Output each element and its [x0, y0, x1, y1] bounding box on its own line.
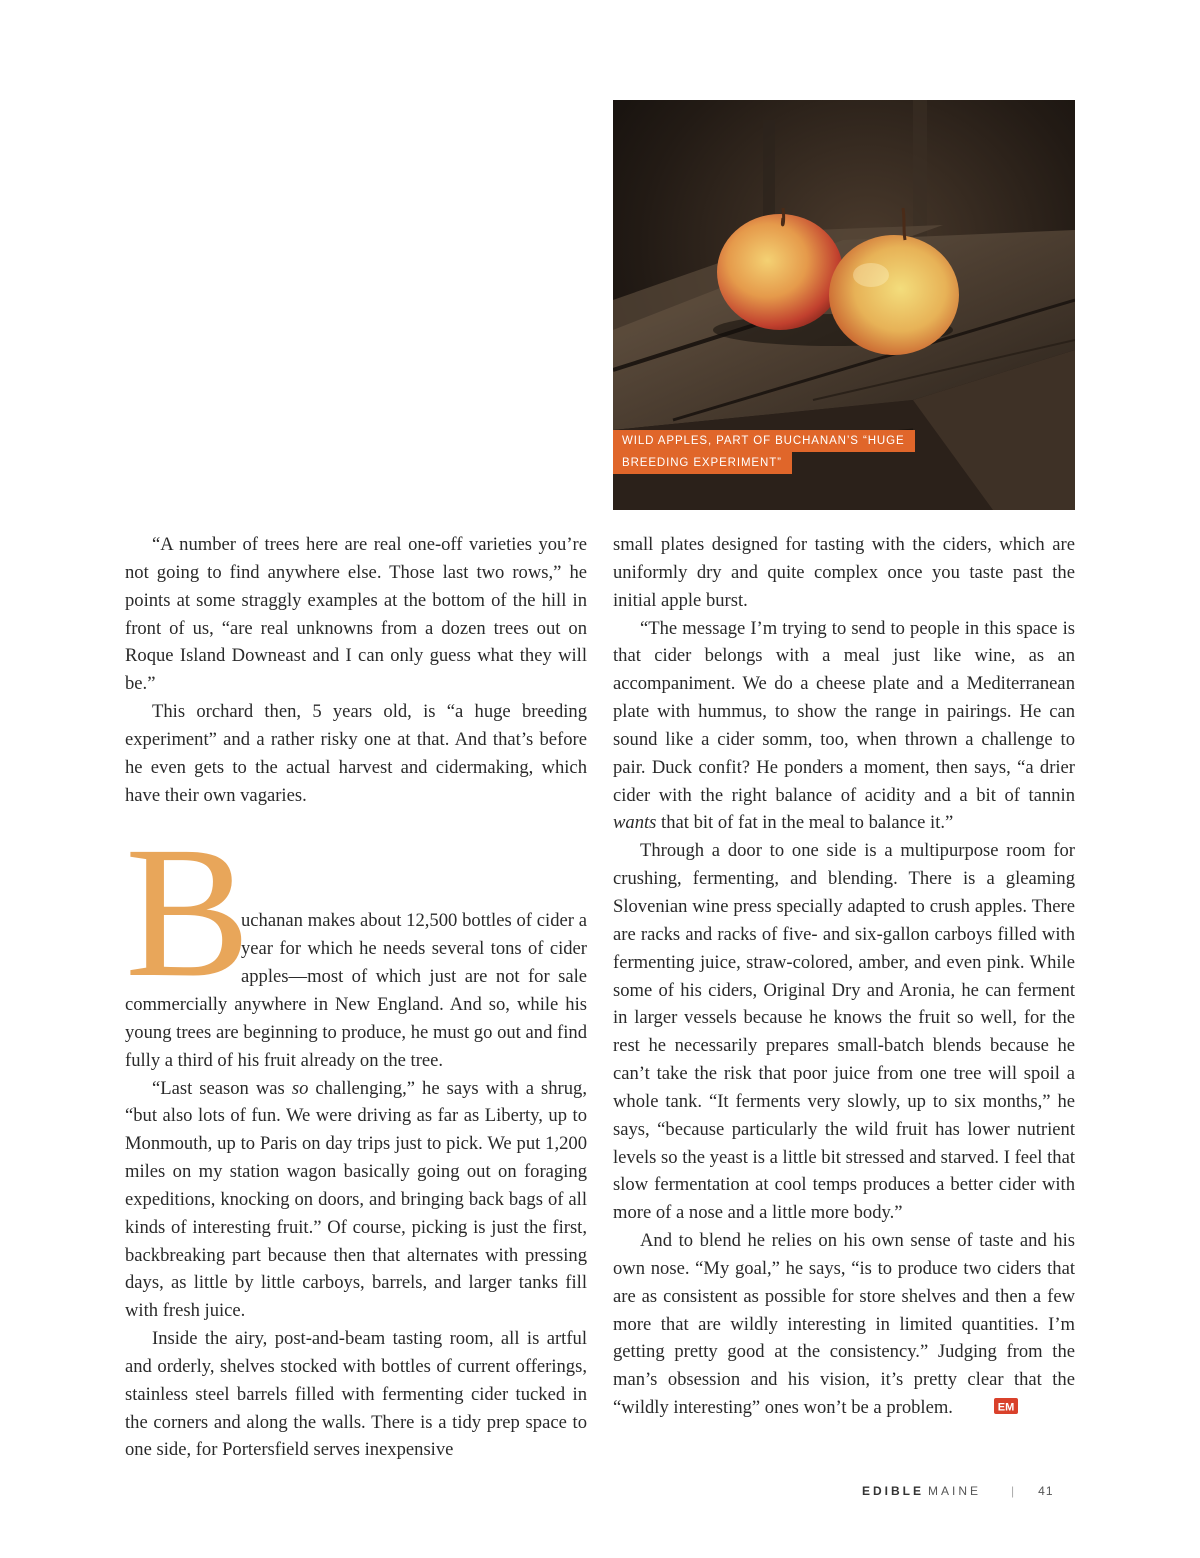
- text-run: challenging,” he says with a shrug, “but also lots of fun. We were driving as far as Liberty, up to Monmouth, up to Paris on day trips just to pick. We put 1,200 miles on my station wagon basically going out on foraging expeditions, knocking on doors, and bringing back bags of all kinds of interesting fruit.” Of course, picking is just the first, backbreaking part because then that alternates with pressing days, as little by little carboys, barrels, and larger tanks fill with fresh juice.: [125, 1077, 587, 1322]
- paragraph: Inside the airy, post-and-beam tasting room, all is artful and orderly, shelves stocked with bottles of current offerings, stainless steel barrels filled with fermenting cider tucked in the corners and along the walls. There is a tidy prep space to one side, for Portersfield serves inexpensive: [125, 1328, 587, 1461]
- apples-photo: [613, 100, 1075, 510]
- paragraph: [125, 1075, 587, 1326]
- paragraph: small plates designed for tasting with the ciders, which are uniformly dry and quite complex once you taste past the initial apple burst.: [613, 534, 1075, 611]
- paragraph: [613, 1227, 1075, 1423]
- emphasis: wants: [613, 812, 657, 834]
- text-run: that bit of fat in the meal to balance it.”: [656, 812, 954, 834]
- footer-separator: |: [1011, 1484, 1015, 1498]
- text-run: “Last season was: [152, 1077, 292, 1099]
- right-column: [613, 531, 1075, 1423]
- paragraph-text: uchanan makes about 12,500 bottles of cider a year for which he needs several tons of cider apples—most of which just are not for sale commercially anywhere in New England. And so, while his young trees are beginning to produce, he must go out and find fully a third of his fruit already on the tree.: [125, 910, 587, 1071]
- paragraph: This orchard then, 5 years old, is “a huge breeding experiment” and a rather risky one at that. And that’s before he even gets to the actual harvest and cidermaking, which have their own vagaries.: [125, 701, 587, 806]
- text-run: And to blend he relies on his own sense of taste and his own nose. “My goal,” he says, “is to produce two ciders that are as consistent as possible for store shelves and then a few more that are wildly interesting in limited quantities. I’m getting pretty good at the consistency.” Judging from the man’s obsession and his vision, it’s pretty clear that the “wildly interesting” ones won’t be a problem.: [613, 1230, 1075, 1419]
- paragraph: “A number of trees here are real one-off varieties you’re not going to find anywhere else. Those last two rows,” he points at some straggly examples at the bottom of the hill in front of us, “are real unknowns from a dozen trees out on Roque Island Downeast and I can only guess what they will be.”: [125, 534, 587, 695]
- page-number: 41: [1038, 1484, 1054, 1498]
- page-footer: [862, 1484, 1054, 1498]
- caption-line-2: BREEDING EXPERIMENT”: [613, 452, 792, 474]
- left-column: [125, 531, 587, 1464]
- dropcap-letter: B: [125, 807, 251, 1017]
- footer-brand: EDIBLE: [862, 1484, 925, 1498]
- dropcap-section: [125, 807, 587, 1074]
- end-mark-logo: [967, 1395, 1018, 1423]
- emphasis: so: [291, 1077, 309, 1099]
- paragraph-with-dropcap: [125, 807, 587, 1074]
- paragraph: [613, 615, 1075, 838]
- paragraph: Through a door to one side is a multipurpose room for crushing, fermenting, and blending. There is a gleaming Slovenian wine press specially adapted to crush apples. There are racks and racks of five- and six-gallon carboys filled with fermenting juice, straw-colored, amber, and even pink. While some of his ciders, Original Dry and Aronia, he can ferment in larger vessels because he knows the fruit so well, for the rest he necessarily prepares small-batch blends because he can’t take the risk that poor juice from one tree will spoil a whole tank. “It ferments very slowly, up to six months,” he says, “because particularly the wild fruit has lower nutrient levels so the yeast is a little bit stressed and starved. I feel that slow fermentation at cool temps produces a better cider with more of a nose and a little more body.”: [613, 840, 1075, 1224]
- text-run: “The message I’m trying to send to people in this space is that cider belongs with a meal just like wine, as an accompaniment. We do a cheese plate and a Mediterranean plate with hummus, to show the range in pairings. He can sound like a cider somm, too, when thrown a challenge to pair. Duck confit? He ponders a moment, then says, “a drier cider with the right balance of acidity and a bit of tannin: [613, 617, 1075, 806]
- photo-caption: [613, 430, 915, 474]
- footer-region: MAINE: [928, 1484, 982, 1498]
- caption-line-1: WILD APPLES, PART OF BUCHANAN’S “HUGE: [613, 430, 915, 452]
- end-mark-text: EM: [997, 1401, 1015, 1414]
